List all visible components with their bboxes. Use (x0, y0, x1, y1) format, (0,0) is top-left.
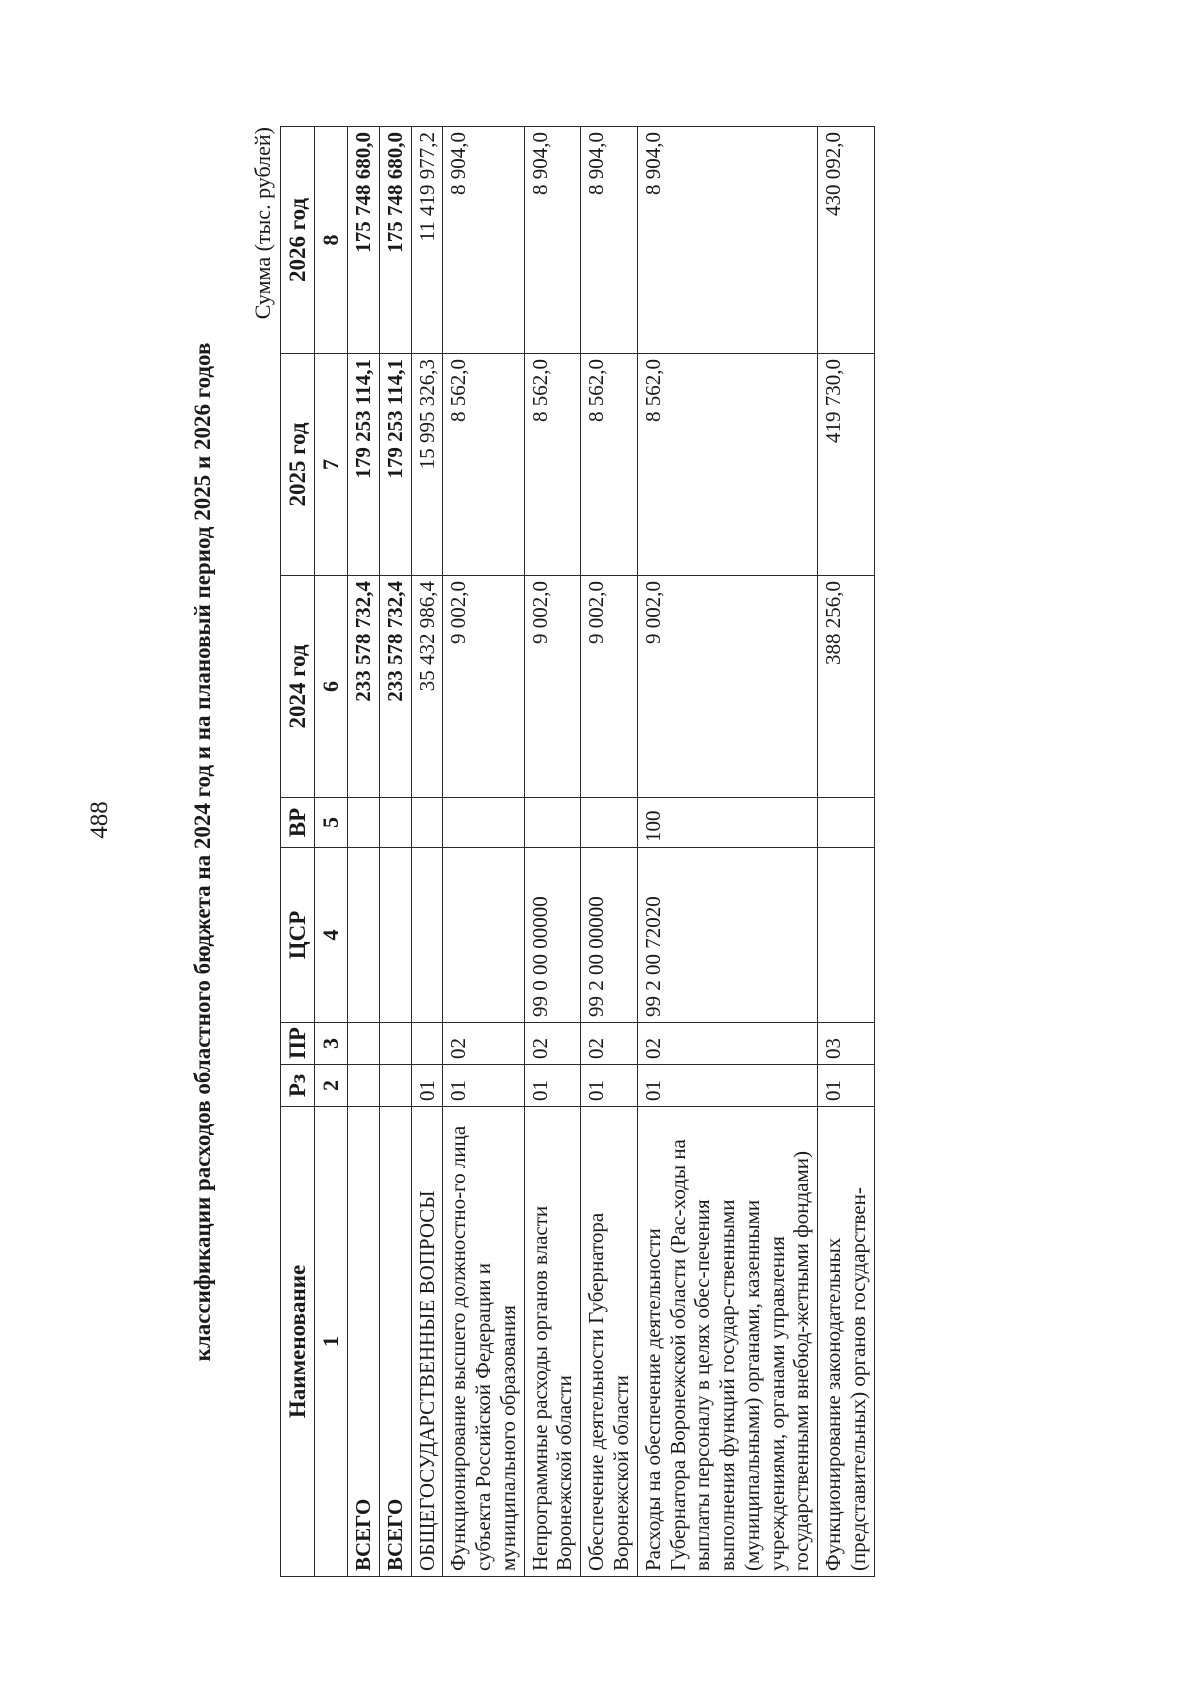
col-number: 6 (315, 576, 348, 798)
row-2026: 11 419 977,2 (411, 127, 443, 354)
rotated-page-content (190, 127, 1010, 1577)
row-2024: 9 002,0 (524, 576, 581, 798)
row-2025: 8 562,0 (637, 354, 817, 576)
row-csr (443, 848, 524, 1023)
col-number: 2 (315, 1065, 348, 1107)
row-csr (348, 848, 380, 1023)
row-name: ВСЕГО (348, 1107, 380, 1577)
row-name: Обеспечение деятельности Губернатора Воронежской области (581, 1107, 638, 1577)
row-vr (524, 798, 581, 848)
row-pr: 02 (581, 1023, 638, 1065)
table-row (637, 127, 817, 1577)
row-vr (818, 798, 875, 848)
col-header-2024: 2024 год (281, 576, 315, 798)
expenses-table (280, 126, 875, 1577)
row-name: Функционирование законодательных (представительных) органов государствен- (818, 1107, 875, 1577)
row-pr: 02 (637, 1023, 817, 1065)
row-name: Расходы на обеспечение деятельности Губернатора Воронежской области (Рас-ходы на выплаты персоналу в целях обес-печения выполнения функций государ-ственными (муниципальными) органами, казенными учреждениями, органами управления государственными внебюд-жетными фондами) (637, 1107, 817, 1577)
col-number: 8 (315, 127, 348, 354)
units-label: Сумма (тыс. рублей) (250, 127, 275, 320)
col-number: 4 (315, 848, 348, 1023)
col-header-2026: 2026 год (281, 127, 315, 354)
row-2026: 430 092,0 (818, 127, 875, 354)
row-rz: 01 (637, 1065, 817, 1107)
header-row (281, 127, 315, 1577)
row-2026: 175 748 680,0 (348, 127, 380, 354)
col-number: 7 (315, 354, 348, 576)
row-2025: 8 562,0 (443, 354, 524, 576)
table-row (443, 127, 524, 1577)
row-2025: 179 253 114,1 (379, 354, 411, 576)
row-rz: 01 (524, 1065, 581, 1107)
col-header-name: Наименование (281, 1107, 315, 1577)
row-csr: 99 0 00 00000 (524, 848, 581, 1023)
row-2025: 8 562,0 (524, 354, 581, 576)
row-csr: 99 2 00 00000 (581, 848, 638, 1023)
row-csr (379, 848, 411, 1023)
col-header-vr: ВР (281, 798, 315, 848)
row-rz: 01 (443, 1065, 524, 1107)
row-vr (411, 798, 443, 848)
row-2024: 233 578 732,4 (379, 576, 411, 798)
row-csr: 99 2 00 72020 (637, 848, 817, 1023)
row-pr (348, 1023, 380, 1065)
row-2026: 8 904,0 (524, 127, 581, 354)
column-number-row (315, 127, 348, 1577)
row-rz (348, 1065, 380, 1107)
row-vr: 100 (637, 798, 817, 848)
page-number: 488 (86, 801, 113, 839)
col-number: 1 (315, 1107, 348, 1577)
row-name: ОБЩЕГОСУДАРСТВЕННЫЕ ВОПРОСЫ (411, 1107, 443, 1577)
row-2024: 233 578 732,4 (348, 576, 380, 798)
row-2025: 15 995 326,3 (411, 354, 443, 576)
table-row (379, 127, 411, 1577)
row-rz (379, 1065, 411, 1107)
row-pr (411, 1023, 443, 1065)
row-pr: 02 (443, 1023, 524, 1065)
col-number: 3 (315, 1023, 348, 1065)
col-header-pr: ПР (281, 1023, 315, 1065)
col-number: 5 (315, 798, 348, 848)
row-vr (581, 798, 638, 848)
row-2025: 419 730,0 (818, 354, 875, 576)
row-2024: 35 432 986,4 (411, 576, 443, 798)
row-csr (411, 848, 443, 1023)
col-header-2025: 2025 год (281, 354, 315, 576)
row-name: ВСЕГО (379, 1107, 411, 1577)
row-pr: 03 (818, 1023, 875, 1065)
table-row (581, 127, 638, 1577)
row-2024: 9 002,0 (443, 576, 524, 798)
row-2024: 9 002,0 (637, 576, 817, 798)
row-2026: 8 904,0 (443, 127, 524, 354)
row-pr: 02 (524, 1023, 581, 1065)
row-2024: 388 256,0 (818, 576, 875, 798)
row-2024: 9 002,0 (581, 576, 638, 798)
col-header-csr: ЦСР (281, 848, 315, 1023)
row-name: Непрограммные расходы органов власти Воронежской области (524, 1107, 581, 1577)
row-rz: 01 (411, 1065, 443, 1107)
row-2026: 175 748 680,0 (379, 127, 411, 354)
table-row (348, 127, 380, 1577)
document-title: классификации расходов областного бюджета на 2024 год и на плановый период 2025 и 2026 годов (190, 342, 215, 1362)
row-csr (818, 848, 875, 1023)
table-row (524, 127, 581, 1577)
table-row (818, 127, 875, 1577)
table-row (411, 127, 443, 1577)
row-2025: 8 562,0 (581, 354, 638, 576)
row-vr (348, 798, 380, 848)
row-name: Функционирование высшего должностно-го лица субъекта Российской Федерации и муниципального образования (443, 1107, 524, 1577)
row-pr (379, 1023, 411, 1065)
row-2026: 8 904,0 (637, 127, 817, 354)
row-2026: 8 904,0 (581, 127, 638, 354)
row-vr (379, 798, 411, 848)
row-2025: 179 253 114,1 (348, 354, 380, 576)
row-rz: 01 (818, 1065, 875, 1107)
row-vr (443, 798, 524, 848)
col-header-rz: Рз (281, 1065, 315, 1107)
row-rz: 01 (581, 1065, 638, 1107)
